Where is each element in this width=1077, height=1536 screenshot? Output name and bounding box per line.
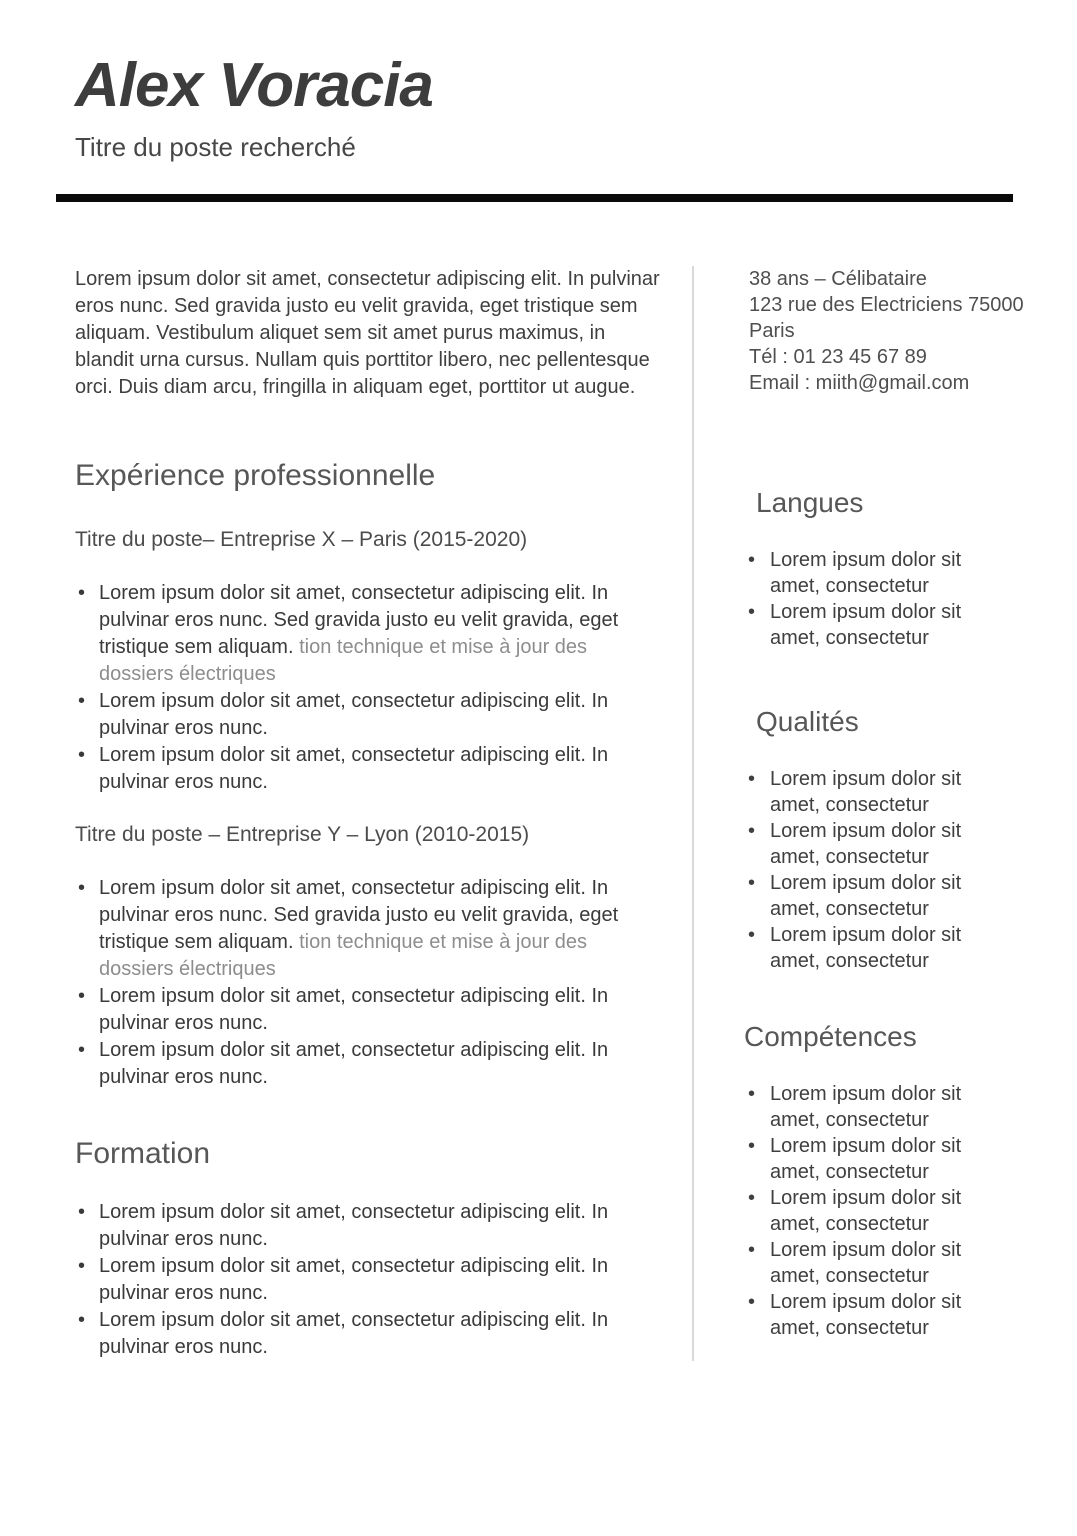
bullet-text: Lorem ipsum dolor sit amet, consectetur — [770, 1239, 962, 1287]
bullet-text: Lorem ipsum dolor sit amet, consectetur — [770, 872, 962, 920]
bullet-text-secondary: tion technique et mise à jour des dossiers électriques — [99, 636, 588, 685]
qualites-list — [744, 766, 990, 974]
candidate-name: Alex Voracia — [75, 51, 433, 120]
langues-list — [744, 547, 990, 651]
bullet-text: Lorem ipsum dolor sit amet, consectetur — [770, 1187, 962, 1235]
main-column — [75, 266, 660, 1361]
bullet-text: Lorem ipsum dolor sit amet, consectetur — [770, 601, 962, 649]
experience-heading: Expérience professionnelle — [75, 459, 436, 492]
list-item — [744, 766, 990, 818]
target-job-title: Titre du poste recherché — [75, 132, 356, 162]
sidebar-column — [744, 266, 1029, 1361]
column-divider — [692, 266, 694, 1361]
bullet-text: Lorem ipsum dolor sit amet, consectetur — [770, 1083, 962, 1131]
formation-bullet-list — [75, 1199, 660, 1361]
list-item — [75, 742, 660, 796]
list-item — [744, 1081, 990, 1133]
list-item — [75, 1037, 660, 1091]
list-item — [744, 1185, 990, 1237]
cv-header — [0, 0, 1077, 162]
list-item — [744, 599, 990, 651]
contact-info — [749, 266, 1029, 396]
langues-section — [744, 486, 1029, 651]
contact-age-status: 38 ans – Célibataire — [749, 268, 927, 290]
list-item — [744, 870, 990, 922]
experience-entry — [75, 527, 660, 796]
bullet-text: Lorem ipsum dolor sit amet, consectetur — [770, 768, 962, 816]
langues-heading: Langues — [756, 487, 864, 518]
list-item — [744, 1289, 990, 1341]
qualites-heading: Qualités — [756, 706, 859, 737]
list-item — [75, 1199, 660, 1253]
bullet-text: Lorem ipsum dolor sit amet, consectetur adipiscing elit. In pulvinar eros nunc. — [99, 744, 609, 793]
bullet-text: Lorem ipsum dolor sit amet, consectetur adipiscing elit. In pulvinar eros nunc. — [99, 1309, 609, 1358]
competences-section — [744, 1020, 1029, 1341]
bullet-text: Lorem ipsum dolor sit amet, consectetur adipiscing elit. In pulvinar eros nunc. — [99, 1201, 609, 1250]
bullet-text: Lorem ipsum dolor sit amet, consectetur — [770, 1291, 962, 1339]
bullet-text: Lorem ipsum dolor sit amet, consectetur adipiscing elit. In pulvinar eros nunc. — [99, 985, 609, 1034]
qualites-section — [744, 705, 1029, 974]
formation-heading: Formation — [75, 1137, 211, 1170]
list-item — [75, 1253, 660, 1307]
list-item — [744, 1133, 990, 1185]
bullet-text: Lorem ipsum dolor sit amet, consectetur adipiscing elit. In pulvinar eros nunc. — [99, 1255, 609, 1304]
contact-address: 123 rue des Electriciens 75000 Paris — [749, 294, 1024, 342]
bullet-text: Lorem ipsum dolor sit amet, consectetur adipiscing elit. In pulvinar eros nunc. Sed gravida justo eu velit gravida, eget tristique sem aliquam. — [99, 877, 619, 953]
contact-phone: Tél : 01 23 45 67 89 — [749, 346, 927, 368]
bullet-text: Lorem ipsum dolor sit amet, consectetur — [770, 1135, 962, 1183]
contact-email: Email : miith@gmail.com — [749, 372, 970, 394]
bullet-text: Lorem ipsum dolor sit amet, consectetur — [770, 549, 962, 597]
header-rule — [56, 194, 1013, 202]
bullet-text: Lorem ipsum dolor sit amet, consectetur adipiscing elit. In pulvinar eros nunc. — [99, 1039, 609, 1088]
competences-list — [744, 1081, 990, 1341]
list-item — [75, 688, 660, 742]
content-columns — [0, 266, 1077, 1406]
experience-entry-title: Titre du poste – Entreprise Y – Lyon (2010-2015) — [75, 823, 530, 846]
list-item — [744, 818, 990, 870]
list-item — [75, 875, 660, 983]
competences-heading: Compétences — [744, 1021, 917, 1052]
list-item — [75, 580, 660, 688]
experience-bullet-list — [75, 875, 660, 1091]
experience-bullet-list — [75, 580, 660, 796]
experience-entry-title: Titre du poste– Entreprise X – Paris (2015-2020) — [75, 528, 528, 551]
summary-paragraph: Lorem ipsum dolor sit amet, consectetur adipiscing elit. In pulvinar eros nunc. Sed gravida justo eu velit gravida, eget tristique sem aliquam. Vestibulum aliquet sem sit amet purus maximus, in blandit urna cursus. Nullam quis porttitor libero, nec pellentesque orci. Duis diam arcu, fringilla in aliquam eget, porttitor ut augue. — [75, 268, 660, 398]
bullet-text: Lorem ipsum dolor sit amet, consectetur — [770, 924, 962, 972]
bullet-text: Lorem ipsum dolor sit amet, consectetur adipiscing elit. In pulvinar eros nunc. — [99, 690, 609, 739]
experience-entry — [75, 822, 660, 1091]
list-item — [75, 1307, 660, 1361]
bullet-text-secondary: tion technique et mise à jour des dossiers électriques — [99, 931, 588, 980]
list-item — [75, 983, 660, 1037]
bullet-text: Lorem ipsum dolor sit amet, consectetur — [770, 820, 962, 868]
list-item — [744, 547, 990, 599]
bullet-text: Lorem ipsum dolor sit amet, consectetur adipiscing elit. In pulvinar eros nunc. Sed gravida justo eu velit gravida, eget tristique sem aliquam. — [99, 582, 619, 658]
list-item — [744, 922, 990, 974]
list-item — [744, 1237, 990, 1289]
